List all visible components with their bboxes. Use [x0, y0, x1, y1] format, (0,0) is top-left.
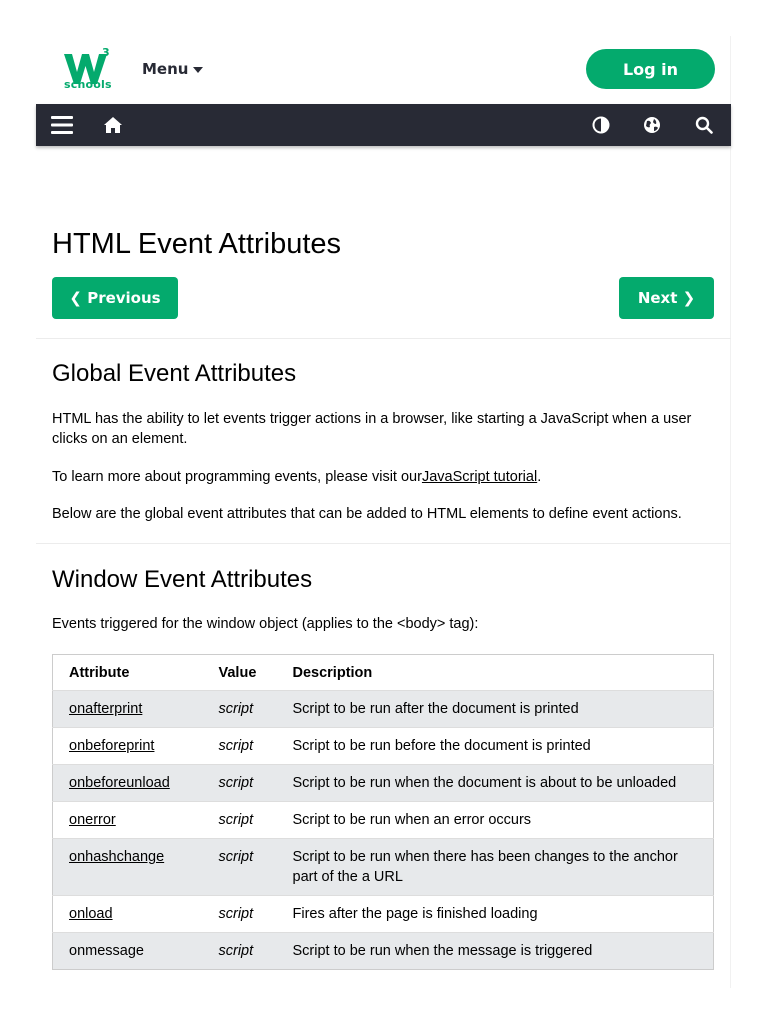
- attribute-cell: [53, 765, 203, 802]
- caret-down-icon: [193, 67, 203, 73]
- search-icon[interactable]: [692, 113, 716, 137]
- contrast-icon[interactable]: [589, 113, 613, 137]
- svg-text:3: 3: [102, 48, 110, 59]
- home-icon[interactable]: [101, 113, 125, 137]
- menu-label: Menu: [142, 60, 189, 78]
- attribute-link[interactable]: onerror: [69, 812, 116, 828]
- attribute-cell: [53, 896, 203, 933]
- table-row: [53, 802, 714, 839]
- divider: [36, 543, 731, 544]
- attribute-text: onmessage: [69, 943, 144, 959]
- global-heading: Global Event Attributes: [52, 360, 297, 387]
- global-paragraph-2-text: To learn more about programming events, please visit our: [52, 469, 422, 485]
- description-cell: Script to be run when there has been changes to the anchor part of the a URL: [277, 839, 714, 896]
- attribute-cell: [53, 839, 203, 896]
- attribute-link[interactable]: onload: [69, 906, 113, 922]
- table-header-row: [53, 655, 714, 691]
- window-heading: Window Event Attributes: [52, 566, 313, 593]
- page: [36, 36, 731, 988]
- description-cell: Script to be run when the document is about to be unloaded: [277, 765, 714, 802]
- page-title: HTML Event Attributes: [52, 228, 342, 260]
- table-row: [53, 691, 714, 728]
- attribute-cell: [53, 728, 203, 765]
- previous-button[interactable]: ❮ Previous: [52, 277, 178, 319]
- table-row: [53, 896, 714, 933]
- hamburger-icon[interactable]: [50, 113, 74, 137]
- attribute-cell: [53, 802, 203, 839]
- attribute-link[interactable]: onafterprint: [69, 701, 143, 717]
- attribute-link[interactable]: onbeforeprint: [69, 738, 155, 754]
- header-description: Description: [277, 655, 714, 691]
- header-attribute: Attribute: [53, 655, 203, 691]
- attribute-cell: [53, 691, 203, 728]
- global-paragraph-2-suffix: .: [537, 469, 542, 485]
- event-attributes-table: [52, 654, 714, 970]
- table-row: [53, 765, 714, 802]
- value-cell: script: [203, 691, 277, 728]
- value-cell: script: [203, 728, 277, 765]
- value-cell: script: [203, 765, 277, 802]
- table-row: [53, 933, 714, 970]
- javascript-tutorial-link[interactable]: JavaScript tutorial: [421, 469, 538, 485]
- next-button[interactable]: Next ❯: [619, 277, 714, 319]
- global-paragraph-2: [52, 467, 717, 487]
- menu-button[interactable]: [142, 60, 203, 78]
- divider: [36, 338, 731, 339]
- table-body: [53, 691, 714, 970]
- window-paragraph: Events triggered for the window object (applies to the <body> tag):: [52, 616, 479, 632]
- description-cell: Script to be run after the document is printed: [277, 691, 714, 728]
- login-button[interactable]: Log in: [586, 49, 715, 89]
- description-cell: Script to be run before the document is printed: [277, 728, 714, 765]
- attribute-cell: [53, 933, 203, 970]
- global-paragraph-1: HTML has the ability to let events trigger actions in a browser, like starting a JavaScript when a user clicks on an element.: [52, 411, 692, 447]
- top-bar: [36, 36, 731, 104]
- header-value: Value: [203, 655, 277, 691]
- description-cell: Fires after the page is finished loading: [277, 896, 714, 933]
- table-row: [53, 728, 714, 765]
- value-cell: script: [203, 802, 277, 839]
- attribute-link[interactable]: onbeforeunload: [69, 775, 170, 791]
- nav-bar: [36, 104, 731, 146]
- table-row: [53, 839, 714, 896]
- value-cell: script: [203, 839, 277, 896]
- global-paragraph-3: Below are the global event attributes that can be added to HTML elements to define event actions.: [52, 506, 682, 522]
- logo-text: schools: [64, 78, 112, 91]
- value-cell: script: [203, 933, 277, 970]
- attribute-link[interactable]: onhashchange: [69, 849, 165, 865]
- globe-icon[interactable]: [640, 113, 664, 137]
- value-cell: script: [203, 896, 277, 933]
- description-cell: Script to be run when the message is triggered: [277, 933, 714, 970]
- description-cell: Script to be run when an error occurs: [277, 802, 714, 839]
